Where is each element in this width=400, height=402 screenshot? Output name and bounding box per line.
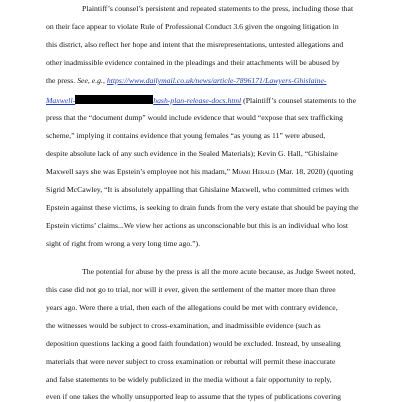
line-text: this district, also reflect her hope and intent that the misrepresentations, untested allegations and [46, 40, 344, 49]
line-text: on their face appear to violate Rule of Professional Conduct 3.6 given the ongoing litigation in [46, 22, 339, 31]
line-text: materials that were never subject to cross examination or rebuttal will permit these inaccurate [46, 357, 336, 366]
article-link[interactable]: https://www.dailymail.co.uk/news/article-7896171/Lawyers-Ghislaine- [106, 76, 327, 85]
paragraph-line [46, 149, 338, 159]
paragraph-line [46, 167, 353, 177]
paragraph-line [46, 185, 349, 195]
line-text: the press. [46, 76, 78, 85]
paragraph-line [46, 76, 327, 86]
line-text: Maxwell says she was Epstein’s employee not his madam,” [46, 167, 233, 176]
article-link[interactable]: Maxwell- [46, 96, 76, 105]
line-text: press that the “document dump” would include evidence that would “expose that sex trafficking [46, 113, 343, 122]
line-text: despite absolute lack of any such evidence in the Sealed Materials); Kevin G. Hall, “Ghislaine [46, 149, 338, 158]
paragraph-line [46, 285, 336, 295]
paragraph-line [82, 267, 355, 277]
line-text: (Mar. 18, 2020) (quoting [274, 167, 354, 176]
paragraph-line [46, 58, 340, 68]
line-text: The potential for abuse by the press is all the more acute because, as Judge Sweet noted, [82, 267, 356, 276]
paragraph-line [46, 357, 335, 367]
redaction-box [75, 95, 153, 104]
line-text: Epstein victims’ claims...We view her actions as unconscionable but this is an individual who lost [46, 221, 349, 230]
line-text: deposition questions lacking a good faith foundation) would be excluded. Instead, by unsealing [46, 339, 341, 348]
publication-name: Miami Herald [232, 167, 275, 176]
paragraph-line [46, 95, 356, 106]
paragraph-line [82, 4, 353, 14]
paragraph-line [46, 321, 321, 331]
paragraph-line [46, 113, 343, 123]
line-text: this case did not go to trial, nor will it ever, given the settlement of the matter more than three [46, 285, 336, 294]
line-text: other inadmissible evidence contained in the pleadings and their attachments will be abused by [46, 58, 340, 67]
paragraph-line [46, 392, 341, 402]
line-text: sight of right from wrong a very long time ago.”). [46, 239, 201, 248]
paragraph-line [46, 339, 341, 349]
article-link[interactable]: hash-plan-release-docs.html [153, 96, 242, 105]
line-text: and false statements to be widely publicized in the media without a fair opportunity to reply, [46, 375, 332, 384]
paragraph-line [46, 131, 325, 141]
paragraph-line [46, 239, 200, 249]
citation-signal: See, e.g. [77, 76, 103, 85]
paragraph-line [46, 375, 332, 385]
line-text: , [102, 76, 107, 85]
line-text: Epstein against these victims, is seeking to drain funds from the very estate that should be paying the [46, 203, 359, 212]
line-text: Sigrid McCawley, “It is absolutely appalling that Ghislaine Maxwell, who committed crimes with [46, 185, 349, 194]
paragraph-line [46, 203, 358, 213]
line-text: even if one takes the wholly unsupported leap to assume that the types of publications covering [46, 392, 342, 401]
paragraph-line [46, 221, 348, 231]
paragraph-line [46, 40, 343, 50]
line-text: years ago. Were there a trial, then each of the allegations could be met with contrary evidence, [46, 303, 338, 312]
paragraph-line [46, 22, 339, 32]
line-text: the witnesses would be subject to cross-examination, and inadmissible evidence (such as [46, 321, 321, 330]
line-text: scheme,” implying it contains evidence that young females “as young as 11” were abused, [46, 131, 326, 140]
line-text: Plaintiff’s counsel’s persistent and repeated statements to the press, including those that [82, 4, 354, 13]
paragraph-line [46, 303, 338, 313]
line-text: (Plaintiff’s counsel statements to the [241, 96, 357, 105]
